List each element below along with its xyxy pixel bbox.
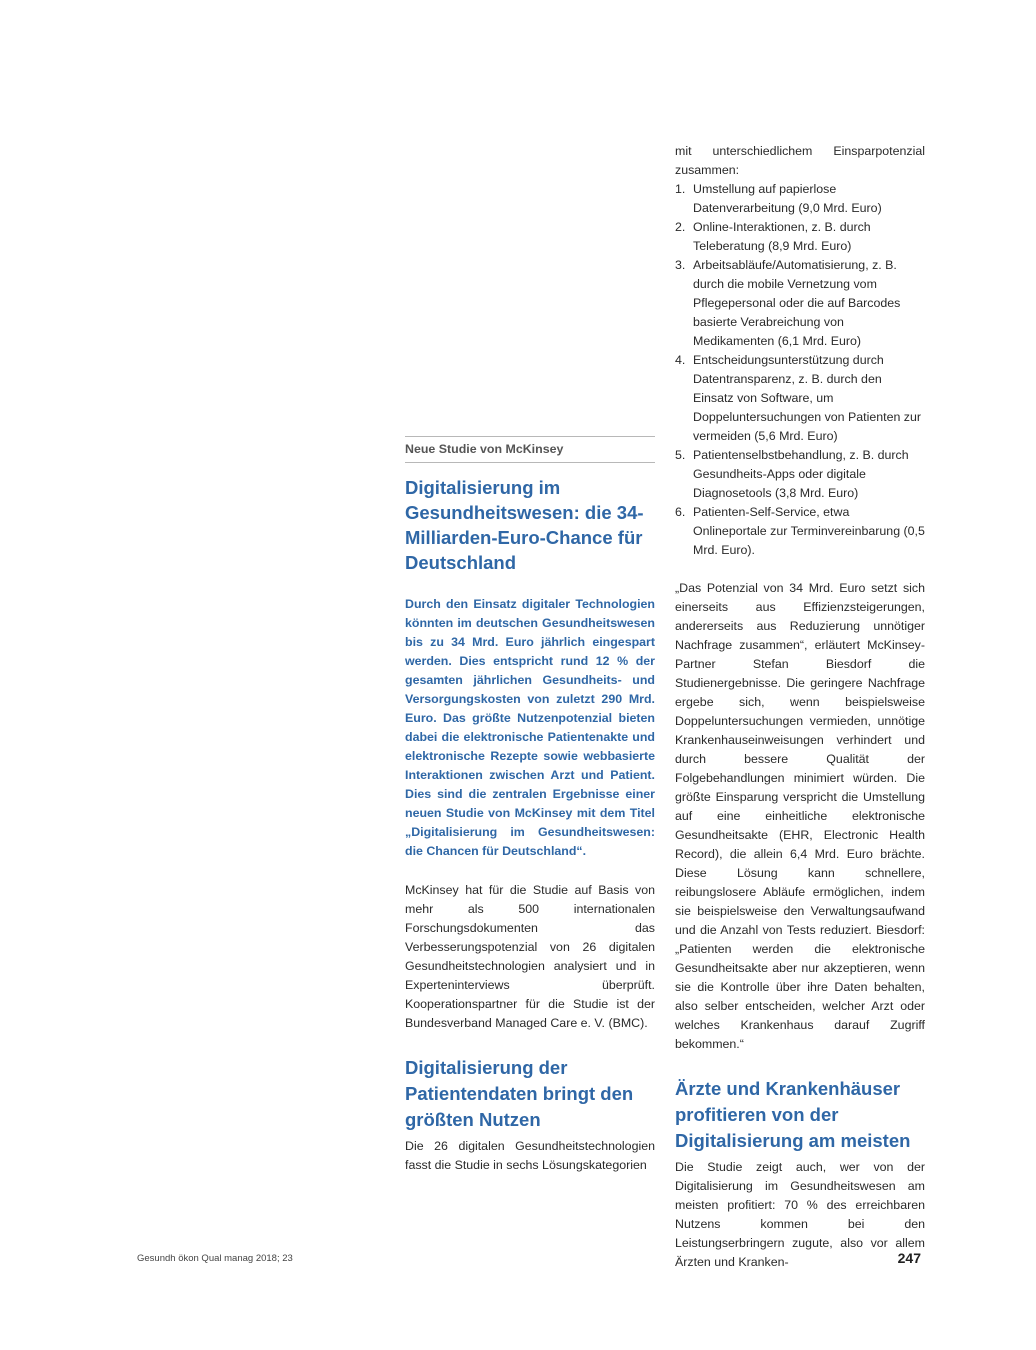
journal-citation: Gesundh ökon Qual manag 2018; 23 — [137, 1253, 293, 1264]
article-lead: Durch den Einsatz digitaler Technologien könnten im deutschen Gesundheitswesen bis zu 34 Mrd. Euro jährlich eingespart werden. Dies entspricht rund 12 % der gesamten jährlichen Gesundheits- und Versorgungskosten von zuletzt 290 Mrd. Euro. Das größte Nutzenpotenzial bieten dabei die elektronische Patientenakte und elektronische Rezepte sowie webbasierte Interaktionen zwischen Arzt und Patient. Dies sind die zentralen Ergebnisse einer neuen Studie von McKinsey mit dem Titel „Digitalisierung im Gesundheitswesen: die Chancen für Deutschland“. — [405, 597, 655, 858]
section-heading-beneficiaries: Ärzte und Krankenhäuser profitieren von der Digitalisierung am meisten — [675, 1078, 911, 1151]
right-column — [675, 142, 925, 1272]
body-paragraph-study-basis: McKinsey hat für die Studie auf Basis von mehr als 500 internationalen Forschungsdokumenten das Verbesserungspotenzial von 26 digitalen Gesundheitstechnologien analysiert und in Experteninterviews überprüft. Kooperationspartner für die Studie ist der Bundesverband Managed Care e. V. (BMC). — [405, 883, 655, 1030]
list-item — [675, 446, 925, 503]
list-item-text: Patientenselbstbehandlung, z. B. durch Gesundheits-Apps oder digitale Diagnosetools (3,8 Mrd. Euro) — [693, 448, 909, 500]
list-item-number: 5. — [675, 448, 686, 462]
list-item — [675, 218, 925, 256]
article-headline: Digitalisierung im Gesundheitswesen: die 34-Milliarden-Euro-Chance für Deutschland — [405, 477, 644, 573]
section-heading-patient-data: Digitalisierung der Patientendaten bringt den größten Nutzen — [405, 1057, 634, 1130]
page-number: 247 — [897, 1250, 921, 1266]
list-item — [675, 180, 925, 218]
list-item-number: 6. — [675, 505, 686, 519]
list-item-text: Patienten-Self-Service, etwa Onlineportale zur Terminvereinbarung (0,5 Mrd. Euro). — [693, 505, 925, 557]
article-kicker: Neue Studie von McKinsey — [405, 436, 655, 463]
list-item — [675, 503, 925, 560]
list-item — [675, 351, 925, 446]
body-paragraph-biesdorf-quote: „Das Potenzial von 34 Mrd. Euro setzt sich einerseits aus Effizienzsteigerungen, andererseits aus Reduzierung unnötiger Nachfrage zusammen“, erläutert McKinsey-Partner Stefan Biesdorf die Studienergebnisse. Die geringere Nachfrage ergebe sich, wenn beispielsweise Doppeluntersuchungen vermieden, unnötige Krankenhauseinweisungen verhindert und durch bessere Qualität der Folgebehandlungen minimiert würden. Die größte Einsparung verspricht die Umstellung auf eine einheitliche elektronische Gesundheitsakte (EHR, Electronic Health Record), die allein 6,4 Mrd. Euro brächte. Diese Lösung kann schnellere, reibungslosere Abläufe ermöglichen, indem sie beispielsweise den Verwaltungsaufwand und die Anzahl von Tests reduziert. Biesdorf: „Patienten werden die elektronische Gesundheitsakte aber nur akzeptieren, wenn sie die Kontrolle über ihre Daten behalten, also selber entscheiden, welcher Arzt oder welches Krankenhaus darauf Zugriff bekommen.“ — [675, 581, 925, 1051]
list-item-text: Umstellung auf papierlose Datenverarbeitung (9,0 Mrd. Euro) — [693, 182, 882, 215]
left-column — [405, 436, 655, 1175]
savings-category-list — [675, 180, 925, 560]
body-paragraph-categories: Die 26 digitalen Gesundheitstechnologien fasst die Studie in sechs Lösungskategorien — [405, 1139, 655, 1172]
list-item-text: Arbeitsabläufe/Automatisierung, z. B. durch die mobile Vernetzung vom Pflegepersonal oder die auf Barcodes basierte Verabreichung von Medikamenten (6,1 Mrd. Euro) — [693, 258, 901, 348]
list-item — [675, 256, 925, 351]
list-item-number: 3. — [675, 258, 686, 272]
list-item-number: 1. — [675, 182, 686, 196]
list-item-number: 4. — [675, 353, 686, 367]
body-paragraph-categories-continued: mit unterschiedlichem Einsparpotenzial zusammen: — [675, 144, 925, 177]
list-item-number: 2. — [675, 220, 686, 234]
list-item-text: Online-Interaktionen, z. B. durch Teleberatung (8,9 Mrd. Euro) — [693, 220, 871, 253]
list-item-text: Entscheidungsunterstützung durch Datentransparenz, z. B. durch den Einsatz von Software, um Doppeluntersuchungen von Patienten zur vermeiden (5,6 Mrd. Euro) — [693, 353, 922, 443]
body-paragraph-beneficiaries: Die Studie zeigt auch, wer von der Digitalisierung im Gesundheitswesen am meisten profitiert: 70 % des erreichbaren Nutzens kommen bei den Leistungserbringern zugute, also vor allem Ärzten und Kranken- — [675, 1160, 925, 1269]
